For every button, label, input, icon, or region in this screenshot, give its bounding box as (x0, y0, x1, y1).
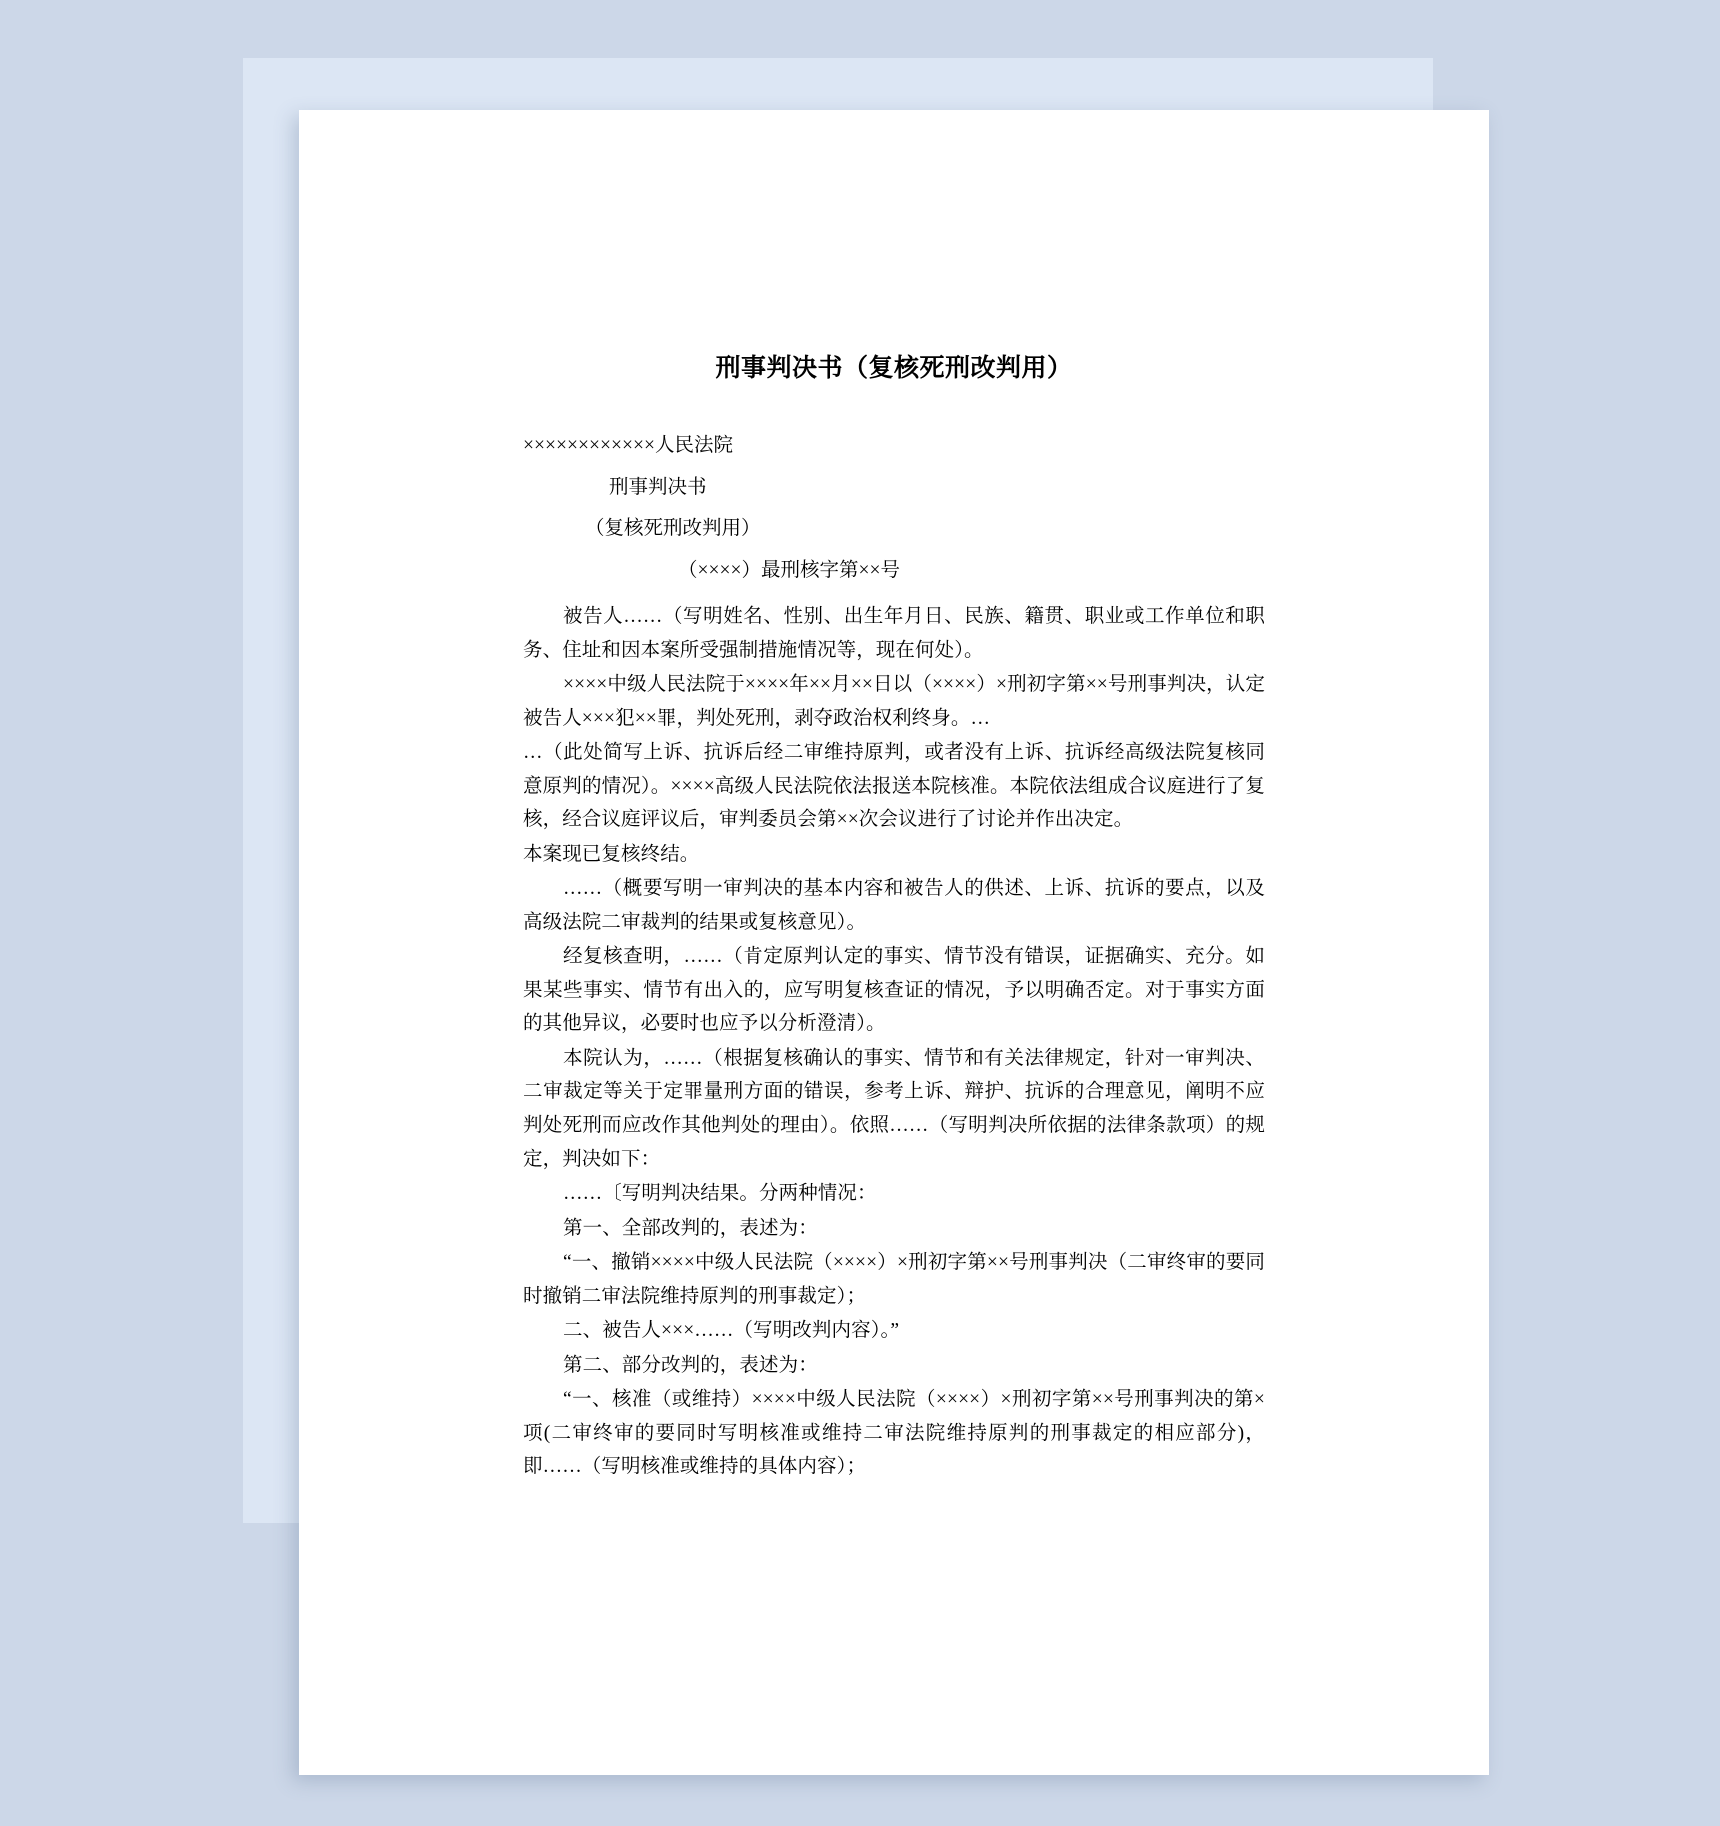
paragraph-case-two-item-1: “一、核准（或维持）××××中级人民法院（××××）×刑初字第××号刑事判决的第×项(二审终审的要同时写明核准或维持二审法院维持原判的刑事裁定的相应部分)，即……（写明核准或维持的具体内容）； (523, 1389, 1265, 1478)
paragraph-case-one-item-2: 二、被告人×××……（写明改判内容）。” (563, 1320, 900, 1342)
paragraph-defendant: 被告人……（写明姓名、性别、出生年月日、民族、籍贯、职业或工作单位和职务、住址和因本案所受强制措施情况等，现在何处）。 (523, 606, 1265, 661)
paragraph-review-concluded: 本案现已复核终结。 (523, 843, 700, 865)
page-inner (299, 110, 1489, 1775)
document-type-line: 刑事判决书 (609, 476, 707, 498)
paragraph-appeal-summary: …（此处简写上诉、抗诉后经二审维持原判，或者没有上诉、抗诉经高级法院复核同意原判的情况）。××××高级人民法院依法报送本院核准。本院依法组成合议庭进行了复核，经合议庭评议后，审判委员会第××次会议进行了讨论并作出决定。 (523, 742, 1265, 831)
paragraph-court-opinion: 本院认为，……（根据复核确认的事实、情节和有关法律规定，针对一审判决、二审裁定等关于定罪量刑方面的错误，参考上诉、辩护、抗诉的合理意见，阐明不应判处死刑而应改作其他判处的理由）。依照……（写明判决所依据的法律条款项）的规定，判决如下： (523, 1047, 1265, 1170)
court-name-line: ××××××××××××人民法院 (523, 435, 733, 456)
paragraph-review-findings: 经复核查明，……（肯定原判认定的事实、情节没有错误，证据确实、充分。如果某些事实、情节有出入的，应写明复核查证的情况，予以明确否定。对于事实方面的其他异议，必要时也应予以分析澄清）。 (523, 946, 1265, 1035)
page-title: 刑事判决书（复核死刑改判用） (715, 355, 1073, 382)
paragraph-first-judgment: ××××中级人民法院于××××年××月××日以（××××）×刑初字第××号刑事判决，认定被告人×××犯××罪，判处死刑，剥夺政治权利终身。… (523, 674, 1265, 729)
document-body (523, 348, 1265, 1485)
paragraph-case-two-label: 第二、部分改判的，表述为： (563, 1354, 818, 1376)
paragraph-summary-outline: ……（概要写明一审判决的基本内容和被告人的供述、上诉、抗诉的要点，以及高级法院二审裁判的结果或复核意见）。 (523, 878, 1265, 933)
document-page (299, 110, 1489, 1775)
paragraph-case-one-item-1: “一、撤销××××中级人民法院（××××）×刑初字第××号刑事判决（二审终审的要同时撤销二审法院维持原判的刑事裁定）； (523, 1252, 1265, 1307)
case-number-line: （××××）最刑核字第××号 (678, 559, 900, 581)
paragraph-case-one-label: 第一、全部改判的，表述为： (563, 1217, 818, 1239)
document-usage-line: （复核死刑改判用） (585, 518, 761, 539)
paragraph-verdict-intro: ……〔写明判决结果。分两种情况： (563, 1183, 877, 1205)
